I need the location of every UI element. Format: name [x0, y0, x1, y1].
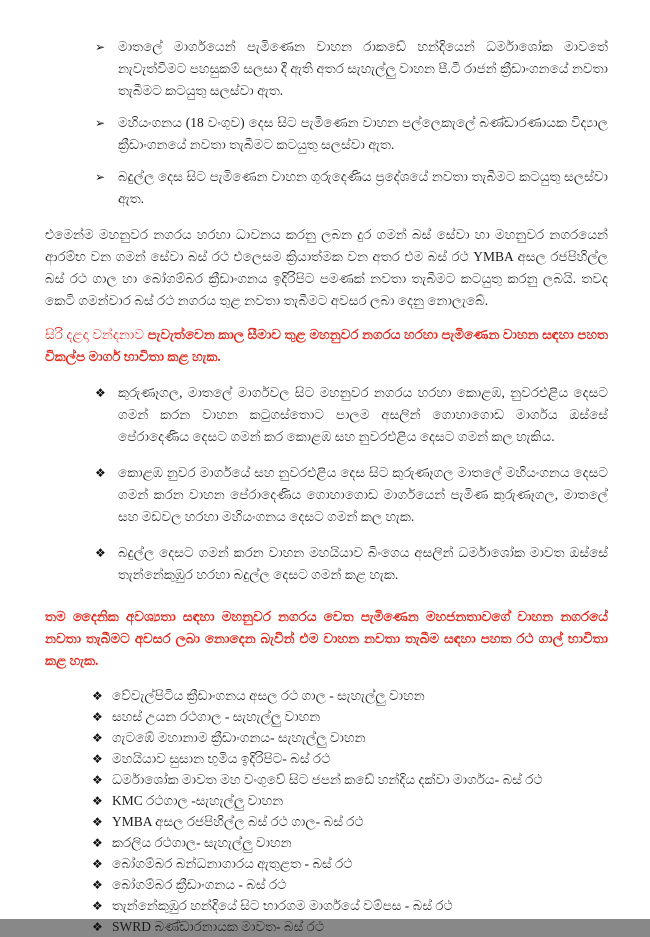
alternate-routes-heading-bold: පැවැත්වෙන කාල සීමාව තුළ මහනුවර නගරය හරහා පැමිණෙන වාහන සඳහා පහත විකල්ප මාර්ග භාවිතා කළ හැක. — [45, 327, 609, 364]
diamond-bullet-icon: ❖ — [92, 836, 103, 850]
diamond-bullet-icon: ❖ — [92, 689, 103, 703]
parking-item-7 — [92, 812, 608, 832]
parking-item-1-text: වේවැල්පිටිය ක්‍රීඩාංගනය අසල රථ ගාල - සැහැල්ලු වාහන — [112, 688, 425, 703]
alternate-routes-heading-lead: සිරි දළදා වන්දනාව — [45, 327, 148, 342]
parking-item-3-text: ගැටඹේ මහානාම ක්‍රීඩාංගනය- සැහැල්ලු වාහන — [112, 730, 366, 745]
alternate-routes-heading — [45, 324, 608, 368]
parking-item-2 — [92, 707, 608, 727]
route-bullet-2-text: කොළඹ නුවර මාර්ගයේ සහ නුවරඑළිය දෙස සිට කුරුණෑගල මාතලේ මහියංගනය දෙසට ගමන් කරන වාහන පේරාදෙණිය ගොහාගොඩ මාර්ගයෙන් පැමිණ කුරුණෑගල, මාතලේ සහ මඩවල හරහා මහියංගනය දෙසට ගමන් කල හැක. — [118, 465, 608, 524]
arrow-bullet-icon: ➢ — [95, 40, 106, 54]
parking-item-9-text: බෝගම්බර බන්ධනාගාරය ඇතුළත - බස් රථ — [112, 856, 353, 871]
arrow-bullet-3-text: බදුල්ල දෙස සිට පැමිණෙන වාහන ගුරුදෙණිය ප්‍රදේශයේ නවතා තැබීමට කටයුතු සලස්වා ඇත. — [118, 169, 608, 206]
parking-item-6-text: KMC රථගාල -සැහැල්ලු වාහන — [112, 793, 284, 808]
diamond-bullet-icon: ❖ — [92, 920, 103, 934]
alternate-routes-list — [45, 382, 608, 586]
parking-item-5-text: ධර්මාශෝක මාවත මහ වංගුවේ සිට ජපන් කඩේ හන්දිය දක්වා මාර්ගය- බස් රථ — [112, 772, 543, 787]
parking-item-12 — [92, 917, 608, 937]
diamond-bullet-icon: ❖ — [92, 815, 103, 829]
arrow-bullet-icon: ➢ — [95, 116, 106, 130]
parking-item-8-text: කරලිය රථගාල- සැහැල්ලු වාහන — [112, 835, 292, 850]
parking-item-11-text: තැන්නේකුඹුර හන්දියේ සිට භාරගම මාර්ගයේ වම්පස - බස් රථ — [112, 898, 453, 913]
parking-item-4-text: මහයියාව සුසාන භුමිය ඉදිරිපිට- බස් රථ — [112, 751, 331, 766]
parking-heading: තම දෛනික අවශ්‍යතා සඳහා මහනුවර නගරය වෙත පැමිණෙන මහජනතාවගේ වාහන නගරයේ නවතා තැබීමට අවසර ලබා නොදෙන බැවින් එම වාහන නවතා තැබීම සඳහා පහත රථ ගාල් භාවිතා කළ හැක. — [45, 609, 608, 668]
parking-item-3 — [92, 728, 608, 748]
route-bullet-1 — [95, 382, 608, 448]
arrow-bullet-icon: ➢ — [95, 170, 106, 184]
diamond-bullet-icon: ❖ — [92, 794, 103, 808]
arrow-bullet-2 — [95, 112, 608, 156]
arrow-bullet-2-text: මහියංගනය (18 වංගුව) දෙස සිට පැමිණෙන වාහන පල්ලෙකැලේ බණ්ඩාරණායක විද්‍යාල ක්‍රීඩාංගනයේ නවතා තැබීමට කටයුතු සලස්වා ඇත. — [118, 115, 608, 152]
parking-item-7-text: YMBA අසල රජපිහිල්ල බස් රථ ගාල- බස් රථ — [112, 814, 364, 829]
parking-item-10 — [92, 875, 608, 895]
parking-item-12-text: SWRD බණ්ඩාරනායක මාවත- බස් රථ — [112, 919, 324, 934]
parking-item-6 — [92, 791, 608, 811]
diamond-bullet-icon: ❖ — [95, 386, 106, 400]
diamond-bullet-icon: ❖ — [92, 731, 103, 745]
route-bullet-3 — [95, 542, 608, 586]
diamond-bullet-icon: ❖ — [92, 878, 103, 892]
parking-item-11 — [92, 896, 608, 916]
parking-item-5 — [92, 770, 608, 790]
route-bullet-3-text: බදුල්ල දෙසට ගමන් කරන වාහන මහයියාව බිංගෙය අසලින් ධර්මාශෝක මාවත ඔස්සේ තැන්නේකුඹුර හරහා බදුල්ල දෙසට ගමන් කළ හැක. — [118, 545, 608, 582]
diamond-bullet-icon: ❖ — [92, 857, 103, 871]
diamond-bullet-icon: ❖ — [95, 466, 106, 480]
parking-item-10-text: බෝගම්බර ක්‍රීඩාංගනය - බස් රථ — [112, 877, 287, 892]
route-bullet-1-text: කුරුණෑගල, මාතලේ මාර්ගවල සිට මහනුවර නගරය හරහා කොළඹ, නුවරඑළිය දෙසට ගමන් කරන වාහන කටුගස්තොට පාලම අසලින් ගොහාගොඩ මාර්ගය ඔස්සේ පේරාදෙණිය දෙසට ගමන් කර කොළඹ සහ නුවරඑළිය දෙසට ගමන් කල හැකිය. — [118, 385, 608, 444]
diamond-bullet-icon: ❖ — [92, 773, 103, 787]
arrow-bullet-3 — [95, 166, 608, 210]
arrow-bullet-list — [45, 36, 608, 210]
bus-services-paragraph: එමෙන්ම මහනුවර නගරය හරහා ධාවනය කරනු ලබන දුර ගමන් බස් සේවා හා මහනුවර නගරයෙන් ආරම්භ වන ගමන් සේවා බස් රථ එලෙසම ක්‍රියාත්මක වන අතර එම බස් රථ YMBA අසල රජපිහිල්ල බස් රථ ගාල හා බෝගම්බර ක්‍රීඩාංගනය ඉදිරිපිට පමණක් නවතා තැබීමට කටයුතු කරනු ලබයි. තවද කෙටි ගමන්වාර බස් රථ නගරය තුළ නවතා තැබීමට අවසර ලබා දෙනු නොලැබේ. — [45, 227, 608, 308]
parking-locations-list — [92, 686, 608, 937]
parking-item-8 — [92, 833, 608, 853]
diamond-bullet-icon: ❖ — [92, 752, 103, 766]
arrow-bullet-1-text: මාතලේ මාර්ගයෙන් පැමිණෙන වාහන රාකඩේ හන්දියෙන් ධර්මාශෝක මාවතේ නැවැත්වීමට පහසුකම් සලසා දී ඇති අතර සැහැල්ලු වාහන පී.ටී රාජන් ක්‍රීඩාංගනයේ නවතා තැබීමට කටයුතු සලස්වා ඇත. — [118, 39, 608, 98]
parking-item-1 — [92, 686, 608, 706]
diamond-bullet-icon: ❖ — [92, 710, 103, 724]
parking-item-4 — [92, 749, 608, 769]
diamond-bullet-icon: ❖ — [95, 546, 106, 560]
arrow-bullet-1 — [95, 36, 608, 102]
route-bullet-2 — [95, 462, 608, 528]
parking-item-2-text: සහස් උයන රථගාල - සැහැල්ලු වාහන — [112, 709, 321, 724]
parking-item-9 — [92, 854, 608, 874]
diamond-bullet-icon: ❖ — [92, 899, 103, 913]
